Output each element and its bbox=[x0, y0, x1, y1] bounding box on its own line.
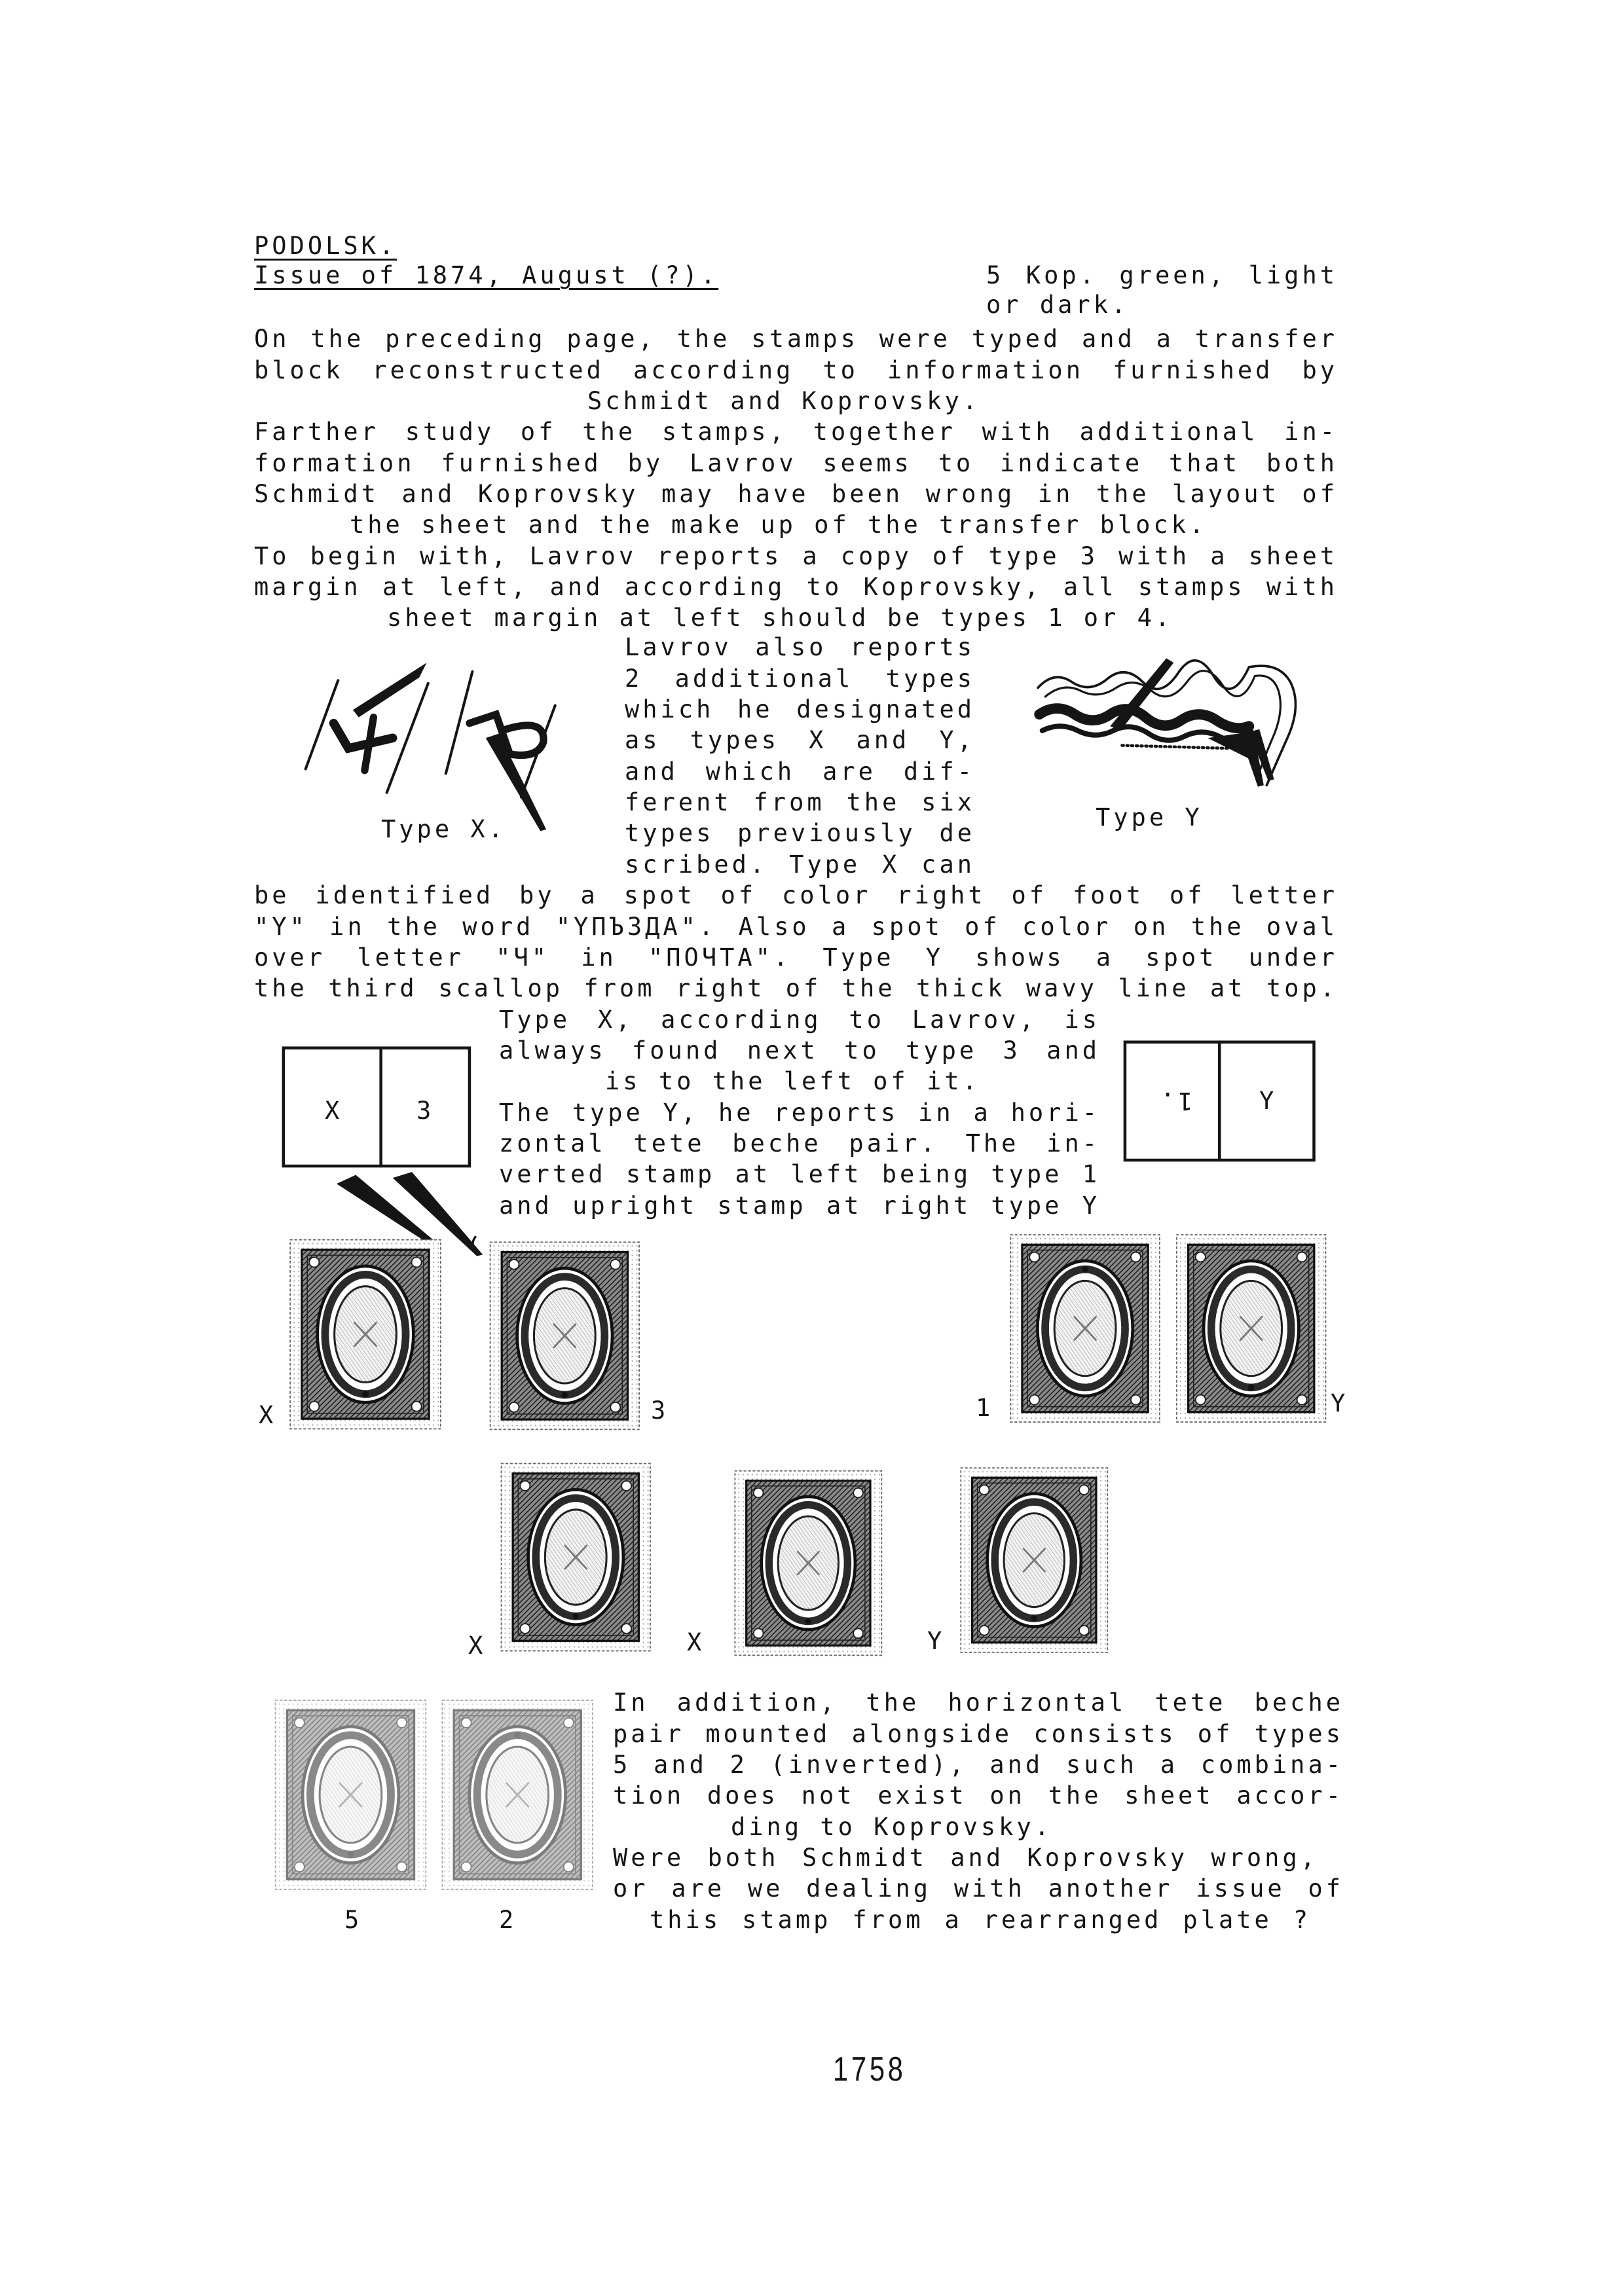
box-cell-label: 3 bbox=[416, 1097, 435, 1125]
stamp-type-x bbox=[735, 1471, 881, 1656]
stamp-label: 5 bbox=[344, 1906, 363, 1934]
stamp-type-2-inverted bbox=[442, 1700, 593, 1889]
body-line: the third scallop from right of the thick wavy line at top. bbox=[254, 974, 1338, 1002]
stamp-label: X bbox=[468, 1631, 487, 1660]
box-cell-label: Y bbox=[1259, 1087, 1278, 1115]
middle-column-line: verted stamp at left being type 1 bbox=[499, 1160, 1100, 1188]
intro-line: Schmidt and Koprovsky may have been wrong in the layout of bbox=[254, 480, 1338, 508]
intro-line: formation furnished by Lavrov seems to indicate that both bbox=[254, 449, 1338, 477]
closing-line: pair mounted alongside consists of types bbox=[613, 1720, 1344, 1748]
center-column-line: Lavrov also reports bbox=[625, 633, 975, 661]
intro-line: margin at left, and according to Koprovsky, all stamps with bbox=[254, 573, 1338, 601]
box-cell-label: X bbox=[325, 1097, 343, 1125]
layout-box-1-y bbox=[1125, 1042, 1314, 1160]
stamp-label: X bbox=[259, 1401, 277, 1429]
stamp-type-y bbox=[1177, 1235, 1325, 1422]
stamp-label: Y bbox=[1331, 1389, 1349, 1417]
closing-line: this stamp from a rearranged plate ? bbox=[650, 1906, 1311, 1934]
stamp-type-x bbox=[290, 1240, 441, 1429]
intro-line: To begin with, Lavrov reports a copy of type 3 with a sheet bbox=[254, 542, 1338, 570]
closing-line: Were both Schmidt and Koprovsky wrong, bbox=[613, 1844, 1318, 1872]
middle-column-line: Type X, according to Lavrov, is bbox=[499, 1006, 1100, 1034]
body-line: over letter "Ч" in "ПОЧТА". Type Y shows a spot under bbox=[254, 943, 1338, 972]
intro-line: Farther study of the stamps, together with additional in- bbox=[254, 418, 1338, 446]
heading-title: PODOLSK. bbox=[254, 232, 397, 260]
denomination-line-1: 5 Kop. green, light bbox=[986, 261, 1338, 289]
closing-line: tion does not exist on the sheet accor- bbox=[613, 1781, 1344, 1810]
body-line: be identified by a spot of color right of foot of letter bbox=[254, 881, 1338, 909]
center-column-line: and which are dif- bbox=[625, 757, 975, 786]
center-column-line: ferent from the six bbox=[625, 788, 975, 816]
stamp-label: 3 bbox=[651, 1396, 669, 1425]
intro-line: On the preceding page, the stamps were typed and a transfer bbox=[254, 325, 1338, 353]
closing-line: 5 and 2 (inverted), and such a combina- bbox=[613, 1751, 1344, 1779]
middle-column-line: is to the left of it. bbox=[605, 1067, 980, 1095]
type-x-drawing bbox=[306, 663, 555, 831]
stamp-type-y bbox=[961, 1468, 1107, 1652]
center-column-line: 2 additional types bbox=[625, 665, 975, 693]
stamp-type-1-inverted bbox=[1010, 1235, 1159, 1422]
stamp-type-x bbox=[502, 1463, 650, 1650]
closing-line: ding to Koprovsky. bbox=[731, 1813, 1052, 1841]
middle-column-line: zontal tete beche pair. The in- bbox=[499, 1129, 1100, 1157]
issue-date: Issue of 1874, August (?). bbox=[254, 261, 719, 289]
intro-line: the sheet and the make up of the transfer block. bbox=[350, 511, 1208, 539]
center-column-line: as types X and Y, bbox=[625, 726, 975, 754]
stamp-label: Y bbox=[927, 1627, 946, 1655]
stamp-label: 1 bbox=[976, 1394, 994, 1422]
middle-column-line: The type Y, he reports in a hori- bbox=[499, 1099, 1100, 1127]
type-y-caption: Type Y bbox=[1096, 803, 1203, 831]
closing-line: or are we dealing with another issue of bbox=[613, 1874, 1344, 1903]
middle-column-line: and upright stamp at right type Y bbox=[499, 1192, 1100, 1220]
type-y-drawing bbox=[1038, 659, 1296, 787]
stamp-type-3 bbox=[490, 1242, 639, 1429]
intro-line: sheet margin at left should be types 1 or 4. bbox=[387, 604, 1173, 632]
stamp-type-5 bbox=[276, 1700, 426, 1889]
intro-line: block reconstructed according to information furnished by bbox=[254, 356, 1338, 384]
intro-line: Schmidt and Koprovsky. bbox=[587, 387, 981, 415]
body-line: "Y" in the word "YПЪЗДА". Also a spot of color on the oval bbox=[254, 913, 1338, 941]
page-number: 1758 bbox=[833, 2050, 906, 2088]
center-column-line: which he designated bbox=[625, 695, 975, 723]
layout-box-x-3 bbox=[284, 1048, 470, 1166]
middle-column-line: always found next to type 3 and bbox=[499, 1036, 1100, 1065]
center-column-line: scribed. Type X can bbox=[625, 850, 975, 879]
center-column-line: types previously de bbox=[625, 819, 975, 847]
closing-line: In addition, the horizontal tete beche bbox=[613, 1688, 1344, 1717]
stamp-label: 2 bbox=[499, 1906, 517, 1934]
type-x-caption: Type X. bbox=[381, 815, 506, 843]
box-cell-label-inverted: 1. bbox=[1157, 1087, 1193, 1115]
denomination-line-2: or dark. bbox=[986, 291, 1130, 319]
stamp-label: X bbox=[687, 1628, 705, 1656]
